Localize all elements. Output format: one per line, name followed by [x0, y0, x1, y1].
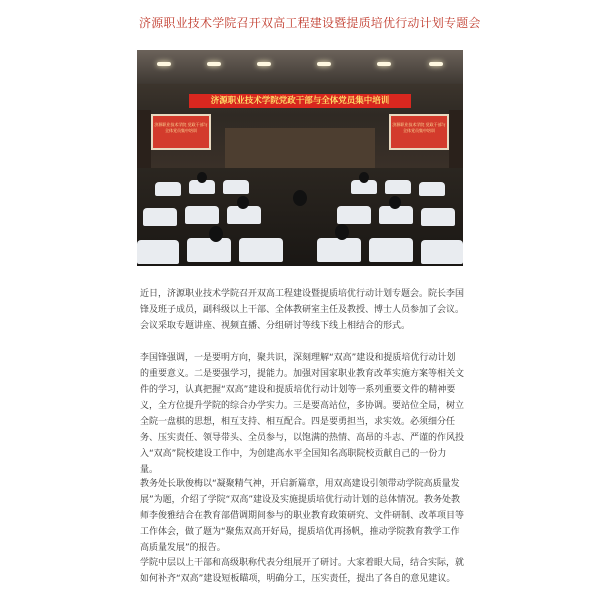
attendee-head [359, 172, 369, 183]
audience-seating [137, 168, 463, 266]
left-projection-screen: 济源职业技术学院 党政干部与全体党员集中培训 [151, 114, 211, 150]
ceiling-light [317, 62, 331, 66]
paragraph-speech: 李国锋强调，一是要明方向，聚共识，深刻理解“双高”建设和提质培优行动计划的重要意义。二是要强学习，提能力。加强对国家职业教育改革实施方案等相关文件的学习，认真把握“双高”建设和提质培优行动计划等一系列重要文件的精神要义，全方位提升学院的综合办学实力。三是要高站位，多协调。要站位全局，树立全院一盘棋的思想，相互支持、相互配合。四是要勇担当，求实效。必须细分任务、压实责任、领导带头、全员参与，以饱满的热情、高昂的斗志、严谨的作风投入“双高”院校建设工作中，为创建高水平全国知名高职院校贡献自己的一份力量。 [140, 353, 465, 475]
chair-back [317, 238, 361, 262]
attendee-head [197, 172, 207, 183]
chair-back [369, 238, 413, 262]
ceiling-light [207, 62, 221, 66]
paragraph-report: 教务处长耿俊梅以“凝聚精气神，开启新篇章，用双高建设引领带动学院高质量发展”为题，介绍了学院“双高”建设及实施提质培优行动计划的总体情况。教务处教师李俊雅结合在教育部借调期间参与的职业教育政策研究、文件研制、改革项目等工作体会，做了题为“聚焦双高开好局，提质培优再扬帆，推动学院教育教学工作高质量发展”的报告。 [140, 479, 465, 553]
attendee-head [237, 196, 249, 209]
chair-back [187, 238, 231, 262]
chair-back [239, 238, 283, 262]
right-projection-screen: 济源职业技术学院 党政干部与全体党员集中培训 [389, 114, 449, 150]
chair-back [421, 208, 455, 226]
chair-back [421, 240, 463, 264]
photo-ceiling [137, 50, 463, 84]
ceiling-light [157, 62, 171, 66]
ceiling-light [377, 62, 391, 66]
ceiling-light [257, 62, 271, 66]
paragraph-intro: 近日，济源职业技术学院召开双高工程建设暨提质培优行动计划专题会。院长李国锋及班子成员，副科级以上干部、全体教研室主任及教授、博士人员参加了会议。会议采取专题讲座、视频直播、分组研讨等线下线上相结合的形式。 [140, 289, 465, 331]
article-title: 济源职业技术学院召开双高工程建设暨提质培优行动计划专题会 [139, 16, 481, 30]
attendee-head [209, 226, 223, 242]
chair-back [419, 182, 445, 196]
chair-back [143, 208, 177, 226]
attendee-head [293, 190, 307, 206]
attendee-head [389, 196, 401, 209]
chair-back [337, 206, 371, 224]
chair-back [137, 240, 179, 264]
ceiling-light [429, 62, 443, 66]
chair-back [385, 180, 411, 194]
chair-back [223, 180, 249, 194]
meeting-photo [137, 50, 463, 266]
chair-back [185, 206, 219, 224]
paragraph-discussion: 学院中层以上干部和高级职称代表分组展开了研讨。大家着眼大局，结合实际，就如何补齐“双高”建设短板瞄项，明确分工，压实责任，提出了各自的意见建议。 [140, 558, 465, 584]
attendee-head [335, 224, 349, 240]
photo-banner: 济源职业技术学院党政干部与全体党员集中培训 [189, 94, 411, 108]
chair-back [155, 182, 181, 196]
